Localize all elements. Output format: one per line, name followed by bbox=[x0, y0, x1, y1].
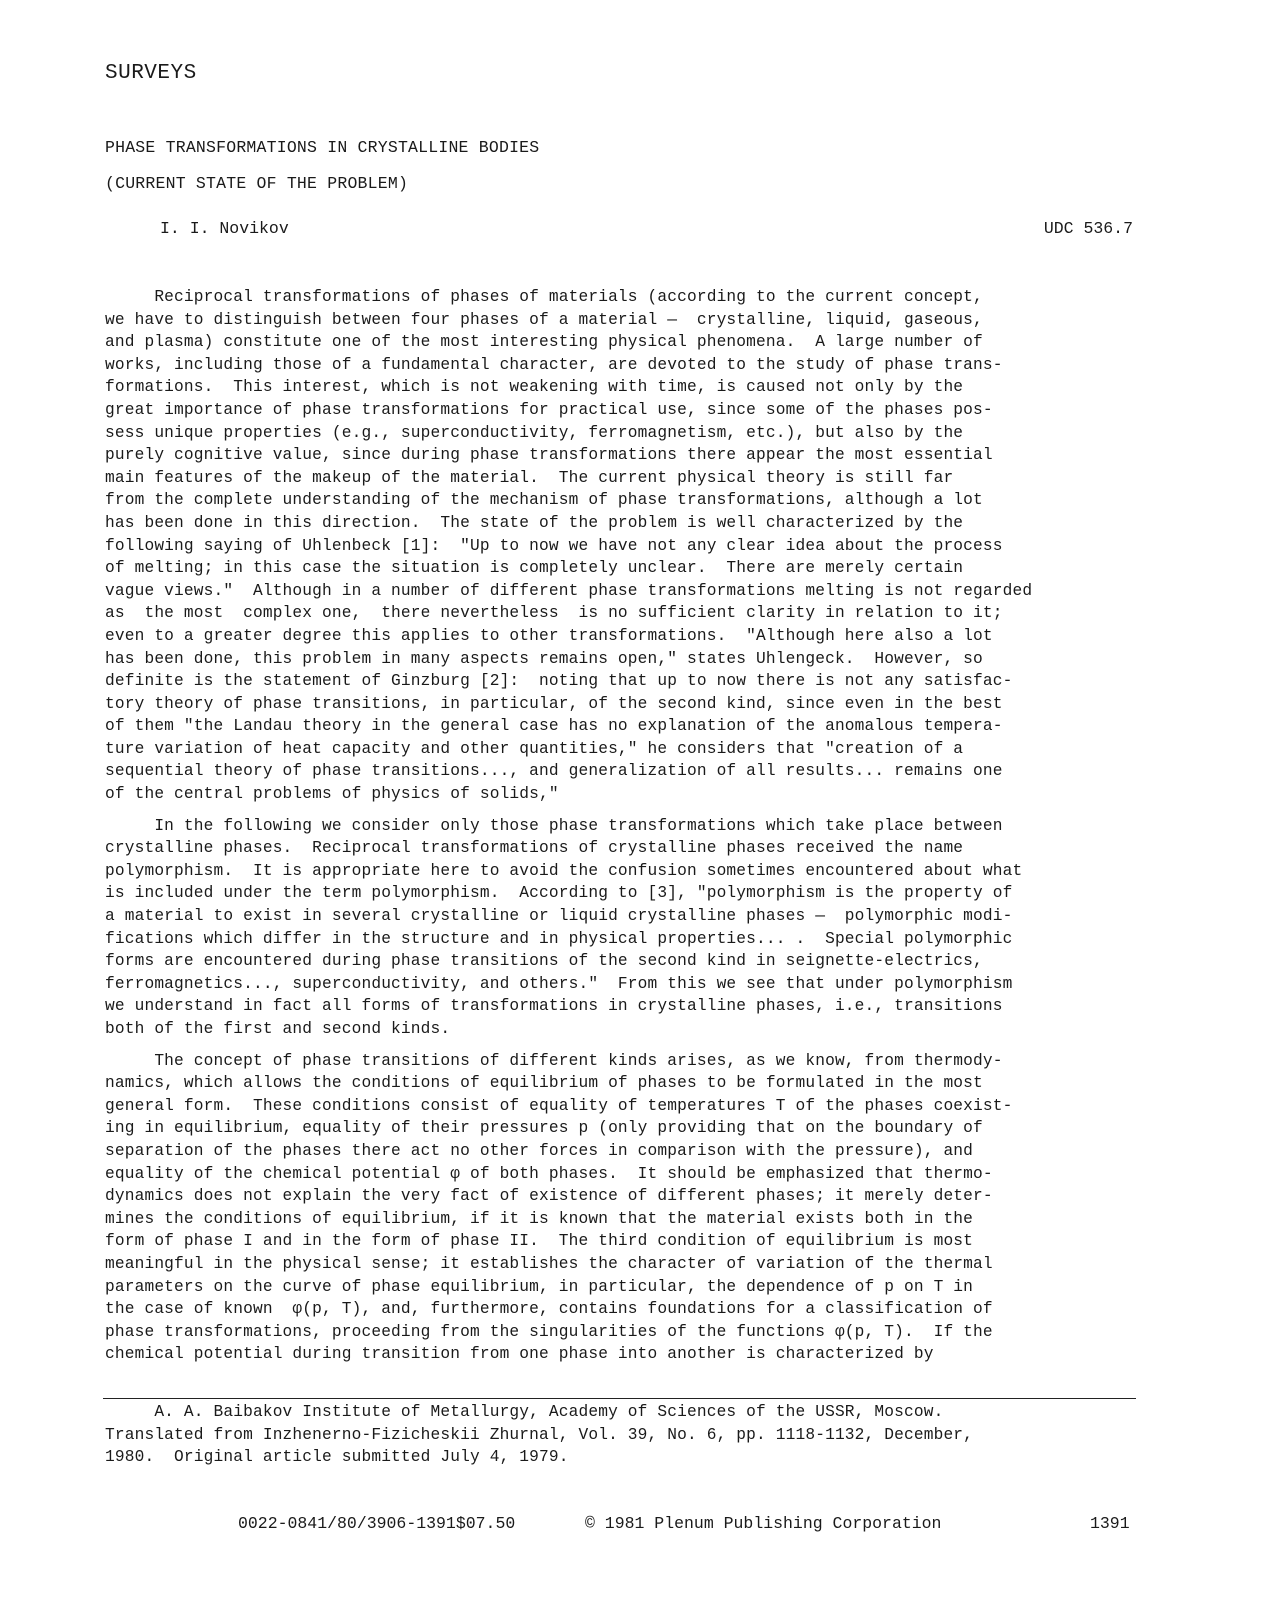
text-line: phase transformations, proceeding from the singularities of the functions φ(p, T). If the bbox=[105, 1322, 993, 1341]
publication-code: 0022-0841/80/3906-1391$07.50 bbox=[238, 1514, 516, 1533]
body-paragraph-2 bbox=[105, 815, 1155, 1041]
text-line: mines the conditions of equilibrium, if it is known that the material exists both in the bbox=[105, 1209, 974, 1228]
text-line: of them "the Landau theory in the general case has no explanation of the anomalous tempera- bbox=[105, 717, 1003, 736]
text-line: equality of the chemical potential φ of both phases. It should be emphasized that thermo- bbox=[105, 1164, 993, 1183]
text-line: meaningful in the physical sense; it establishes the character of variation of the thermal bbox=[105, 1254, 993, 1273]
footnote-line: Translated from Inzhenerno-Fizicheskii Zhurnal, Vol. 39, No. 6, pp. 1118-1132, December, bbox=[105, 1425, 974, 1444]
text-line: has been done in this direction. The state of the problem is well characterized by the bbox=[105, 513, 964, 532]
text-line: works, including those of a fundamental character, are devoted to the study of phase trans- bbox=[105, 355, 1003, 374]
text-line: general form. These conditions consist of equality of temperatures T of the phases coexist- bbox=[105, 1096, 1013, 1115]
text-line: fications which differ in the structure and in physical properties... . Special polymorphic bbox=[105, 929, 1013, 948]
text-line: we have to distinguish between four phases of a material — crystalline, liquid, gaseous, bbox=[105, 310, 983, 329]
text-line: namics, which allows the conditions of equilibrium of phases to be formulated in the most bbox=[105, 1074, 983, 1093]
copyright-notice: © 1981 Plenum Publishing Corporation bbox=[585, 1514, 942, 1533]
text-line: sess unique properties (e.g., superconductivity, ferromagnetism, etc.), but also by the bbox=[105, 423, 964, 442]
text-line: purely cognitive value, since during phase transformations there appear the most essential bbox=[105, 446, 993, 465]
article-title-line-2: (CURRENT STATE OF THE PROBLEM) bbox=[105, 174, 409, 193]
text-line: ing in equilibrium, equality of their pressures p (only providing that on the boundary of bbox=[105, 1119, 983, 1138]
text-line: following saying of Uhlenbeck [1]: "Up to now we have not any clear idea about the process bbox=[105, 536, 1003, 555]
footnote-divider bbox=[103, 1398, 1136, 1399]
text-line: ture variation of heat capacity and other quantities," he considers that "creation of a bbox=[105, 739, 964, 758]
text-line: separation of the phases there act no other forces in comparison with the pressure), and bbox=[105, 1141, 974, 1160]
text-line: polymorphism. It is appropriate here to avoid the confusion sometimes encountered about what bbox=[105, 861, 1023, 880]
text-line: form of phase I and in the form of phase II. The third condition of equilibrium is most bbox=[105, 1232, 974, 1251]
text-line: tory theory of phase transitions, in particular, of the second kind, since even in the best bbox=[105, 694, 1003, 713]
section-label: SURVEYS bbox=[105, 62, 197, 85]
text-line: the case of known φ(p, T), and, furthermore, contains foundations for a classification of bbox=[105, 1300, 993, 1319]
text-line: and plasma) constitute one of the most interesting physical phenomena. A large number of bbox=[105, 333, 983, 352]
author-name: I. I. Novikov bbox=[160, 219, 289, 238]
body-paragraph-1 bbox=[105, 286, 1155, 806]
article-body bbox=[105, 286, 1155, 1375]
text-line: chemical potential during transition from one phase into another is characterized by bbox=[105, 1345, 934, 1364]
text-line: formations. This interest, which is not weakening with time, is caused not only by the bbox=[105, 378, 964, 397]
text-line: In the following we consider only those phase transformations which take place between bbox=[105, 816, 1003, 835]
footnote-line: 1980. Original article submitted July 4, 1979. bbox=[105, 1448, 569, 1466]
text-line: sequential theory of phase transitions..., and generalization of all results... remains one bbox=[105, 762, 1003, 781]
text-line: vague views." Although in a number of different phase transformations melting is not regarded bbox=[105, 581, 1033, 600]
body-paragraph-3 bbox=[105, 1050, 1155, 1366]
article-title-line-1: PHASE TRANSFORMATIONS IN CRYSTALLINE BODIES bbox=[105, 138, 540, 157]
udc-code: UDC 536.7 bbox=[1043, 219, 1133, 238]
affiliation-footnote bbox=[105, 1401, 1145, 1469]
text-line: we understand in fact all forms of transformations in crystalline phases, i.e., transitions bbox=[105, 997, 1003, 1016]
text-line: has been done, this problem in many aspects remains open," states Uhlengeck. However, so bbox=[105, 649, 983, 668]
footnote-line: A. A. Baibakov Institute of Metallurgy, Academy of Sciences of the USSR, Moscow. bbox=[105, 1403, 944, 1421]
page-number: 1391 bbox=[1090, 1514, 1130, 1533]
text-line: The concept of phase transitions of different kinds arises, as we know, from thermody- bbox=[105, 1051, 1003, 1070]
text-line: of melting; in this case the situation is completely unclear. There are merely certain bbox=[105, 559, 964, 578]
text-line: from the complete understanding of the mechanism of phase transformations, although a lot bbox=[105, 491, 983, 510]
text-line: definite is the statement of Ginzburg [2]: noting that up to now there is not any satisfac- bbox=[105, 672, 1013, 691]
text-line: Reciprocal transformations of phases of materials (according to the current concept, bbox=[105, 288, 983, 306]
text-line: of the central problems of physics of solids," bbox=[105, 785, 559, 804]
text-line: crystalline phases. Reciprocal transformations of crystalline phases received the name bbox=[105, 839, 964, 858]
text-line: as the most complex one, there nevertheless is no sufficient clarity in relation to it; bbox=[105, 604, 1003, 623]
text-line: great importance of phase transformations for practical use, since some of the phases pos- bbox=[105, 400, 993, 419]
text-line: ferromagnetics..., superconductivity, and others." From this we see that under polymorphism bbox=[105, 974, 1013, 993]
text-line: forms are encountered during phase transitions of the second kind in seignette-electrics, bbox=[105, 952, 983, 971]
text-line: both of the first and second kinds. bbox=[105, 1020, 451, 1038]
text-line: a material to exist in several crystalline or liquid crystalline phases — polymorphic modi- bbox=[105, 907, 1013, 926]
text-line: main features of the makeup of the material. The current physical theory is still far bbox=[105, 468, 954, 487]
text-line: even to a greater degree this applies to other transformations. "Although here also a lot bbox=[105, 626, 993, 645]
text-line: dynamics does not explain the very fact of existence of different phases; it merely deter- bbox=[105, 1187, 993, 1206]
text-line: is included under the term polymorphism. According to [3], "polymorphism is the property of bbox=[105, 884, 1013, 903]
text-line: parameters on the curve of phase equilibrium, in particular, the dependence of p on T in bbox=[105, 1277, 974, 1296]
